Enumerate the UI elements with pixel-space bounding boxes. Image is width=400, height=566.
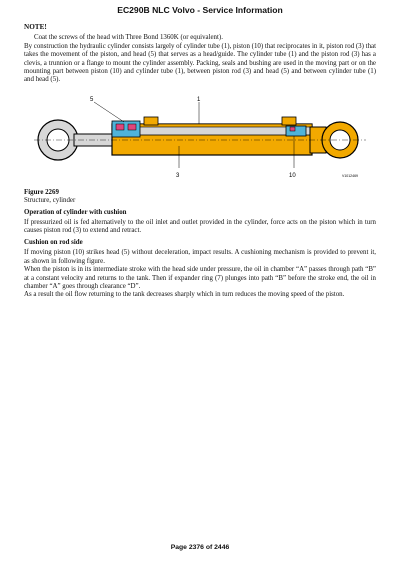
intro-paragraph: By construction the hydraulic cylinder consists largely of cylinder tube (1), piston (10) that reciprocates in it, piston rod (3) that takes the movement of the piston, and head (5) that serves as a head/guide. The cylinder tube (1) and the piston rod (3) has a clevis, a trunnion or a flange to mount the cylinder assembly. Packing, seals and bushing are used in the moving part or on the mounting part between piston (10) and cylinder tube (1), between piston rod (3) and head (5) and between cylinder tube (1) and head (5). [24,42,376,84]
cylinder-structure-drawing [24,91,376,181]
note-title: NOTE! [24,23,47,31]
figure-caption: Structure, cylinder [24,197,76,205]
section-heading-rod-side: Cushion on rod side [24,238,83,246]
section-cushion-operation-text: If pressurized oil is fed alternatively to the oil inlet and outlet provided in the cylinder, force acts on the piston which in turn causes piston rod (3) to extend and retract. [24,219,376,235]
label-5: 5 [90,96,94,103]
rod-side-paragraph-2: When the piston is in its intermediate stroke with the head side under pressure, the oil in chamber “A” passes through path “B” at a constant velocity and returns to the tank. Then if expander ring (7) plunges into path “B” before the stroke end, the oil in chamber “A” goes through clearance “D”. [24,266,376,290]
label-1: 1 [197,96,201,103]
cylinder-figure [24,91,376,181]
page-footer: Page 2376 of 2446 [170,544,230,551]
figure-code: V1012469 [342,173,358,178]
figure-title: Figure 2269 [24,188,59,196]
section-heading-cushion-operation: Operation of cylinder with cushion [24,208,127,216]
page-header: EC290B NLC Volvo - Service Information [117,5,283,15]
note-text: Coat the screws of the head with Three Bond 1360K (or equivalent). [34,34,223,42]
label-10: 10 [289,172,296,179]
rod-side-paragraph-3: As a result the oil flow returning to the tank decreases sharply which in turn reduces the moving speed of the piston. [24,291,345,299]
document-body [24,21,376,300]
label-3: 3 [176,172,180,179]
rod-side-paragraph-1: If moving piston (10) strikes head (5) without deceleration, impact results. A cushioning mechanism is provided to prevent it, as shown in following figure. [24,249,376,265]
